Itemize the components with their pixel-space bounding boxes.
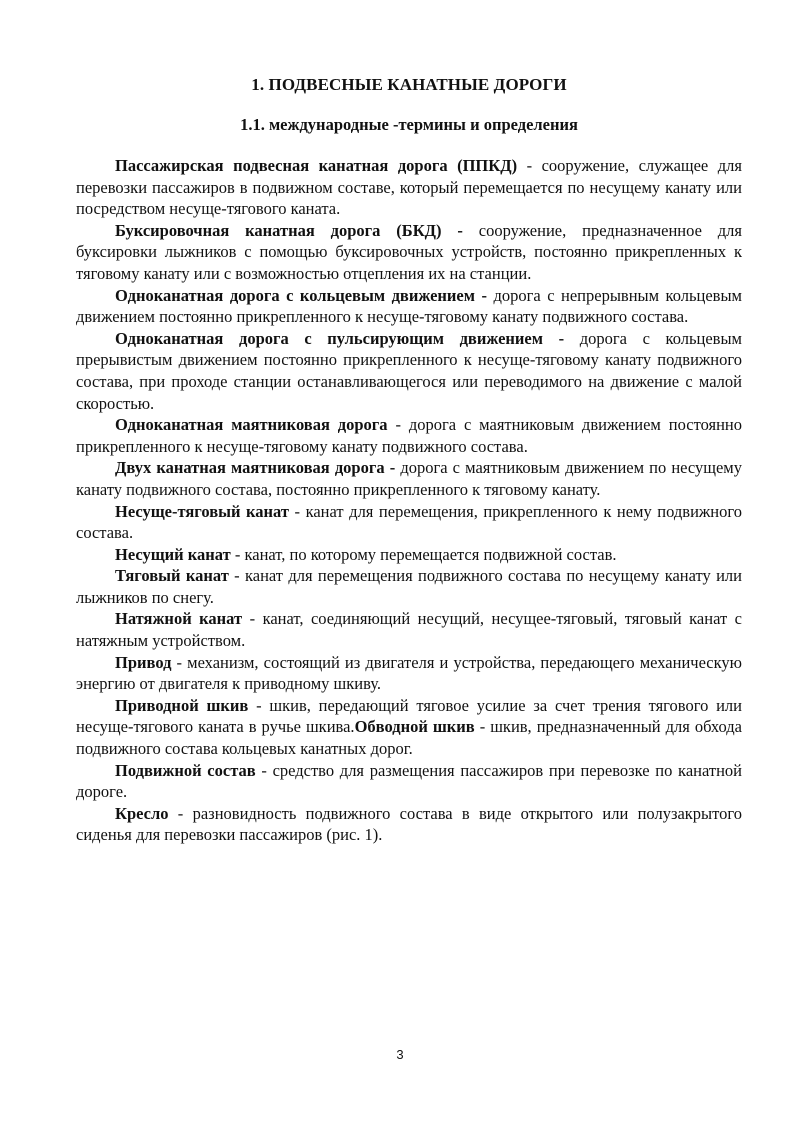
definition-term: Одноканатная дорога с кольцевым движением - bbox=[115, 285, 487, 305]
subsection-title: 1.1. международные -термины и определения bbox=[240, 115, 578, 134]
section-title: 1. ПОДВЕСНЫЕ КАНАТНЫЕ ДОРОГИ bbox=[251, 75, 567, 94]
definition-carrying-hauling-rope bbox=[76, 501, 742, 544]
definition-body: дорога с маятниковым движением по несущему канату подвижного состава, постоянно прикрепленного к тяговому канату. bbox=[76, 458, 742, 499]
definition-monocable-ring bbox=[76, 285, 742, 328]
definition-term: Приводной шкив bbox=[115, 695, 249, 715]
definition-term: Несущий канат bbox=[115, 544, 231, 564]
definition-body-return-sheave: - шкив, предназначенный для обхода подвижного состава кольцевых канатных дорог. bbox=[76, 717, 743, 759]
definition-drive bbox=[76, 652, 742, 695]
definition-hauling-rope bbox=[76, 565, 742, 608]
definition-carrying-rope bbox=[76, 544, 742, 566]
definition-term: Подвижной состав bbox=[115, 760, 256, 780]
definition-body: дорога с непрерывным кольцевым движением постоянно прикрепленного к несуще-тяговому канату подвижного состава. bbox=[76, 285, 742, 327]
definition-body: сооружение, предназначенное для буксировки лыжников с помощью буксировочных устройств, постоянно прикрепленных к тяговому канату или с возможностью отцепления их на станции. bbox=[76, 220, 742, 283]
document-page bbox=[76, 74, 742, 846]
definition-rolling-stock bbox=[76, 760, 742, 803]
definition-term-return-sheave: Обводной шкив bbox=[354, 717, 475, 737]
page-number: 3 bbox=[396, 1047, 404, 1062]
definition-chair bbox=[76, 803, 742, 846]
definition-body: - сооружение, служащее для перевозки пассажиров в подвижном составе, который перемещается по несущему канату или посредством несуще-тягового каната. bbox=[76, 156, 742, 219]
definition-ppkd bbox=[76, 155, 742, 220]
definition-bkd bbox=[76, 220, 742, 285]
definition-body: дорога с кольцевым прерывистым движением постоянно прикрепленного к несуще-тяговому канату подвижного состава, при проходе станции останавливающегося или переводимого на движение с малой скоростью. bbox=[76, 328, 742, 413]
definition-drive-sheave bbox=[76, 695, 742, 760]
definition-body: - дорога с маятниковым движением постоянно прикрепленного к несуще-тяговому канату подвижного состава. bbox=[76, 415, 743, 456]
definition-body: - канат, по которому перемещается подвижной состав. bbox=[230, 544, 617, 564]
definition-term: Буксировочная канатная дорога (БКД) - bbox=[115, 220, 463, 240]
definition-body: - механизм, состоящий из двигателя и устройства, передающего механическую энергию от двигателя к приводному шкиву. bbox=[76, 652, 742, 694]
definition-term: Одноканатная дорога с пульсирующим движением - bbox=[115, 328, 565, 348]
definition-monocable-pendulum bbox=[76, 414, 742, 457]
definition-term: Одноканатная маятниковая дорога bbox=[115, 415, 388, 435]
definition-tension-rope bbox=[76, 608, 742, 651]
definition-body: - средство для размещения пассажиров при перевозке по канатной дороге. bbox=[76, 760, 742, 802]
definition-body: - канат для перемещения, прикрепленного к нему подвижного состава. bbox=[76, 501, 742, 543]
definition-term: Двух канатная маятниковая дорога - bbox=[115, 458, 396, 478]
definition-term: Пассажирская подвесная канатная дорога (ППКД) bbox=[115, 156, 518, 175]
definition-term: Натяжной канат bbox=[115, 609, 243, 629]
definition-term: Привод bbox=[115, 652, 172, 672]
definition-monocable-pulse bbox=[76, 328, 742, 414]
definition-body: - разновидность подвижного состава в виде открытого или полузакрытого сиденья для перевозки пассажиров (рис. 1). bbox=[76, 803, 742, 845]
definition-body: - канат для перемещения подвижного состава по несущему канату или лыжников по снегу. bbox=[76, 566, 742, 607]
definition-bicable-pendulum bbox=[76, 457, 742, 500]
definition-term: Кресло bbox=[115, 803, 169, 823]
definition-term: Несуще-тяговый канат bbox=[115, 501, 289, 521]
definition-body: - шкив, передающий тяговое усилие за счет трения тягового или несуще-тягового каната в ручье шкива. bbox=[76, 695, 742, 737]
definition-body: - канат, соединяющий несущий, несущее-тяговый, тяговый канат с натяжным устройством. bbox=[76, 609, 742, 651]
definition-term: Тяговый канат bbox=[115, 566, 229, 586]
